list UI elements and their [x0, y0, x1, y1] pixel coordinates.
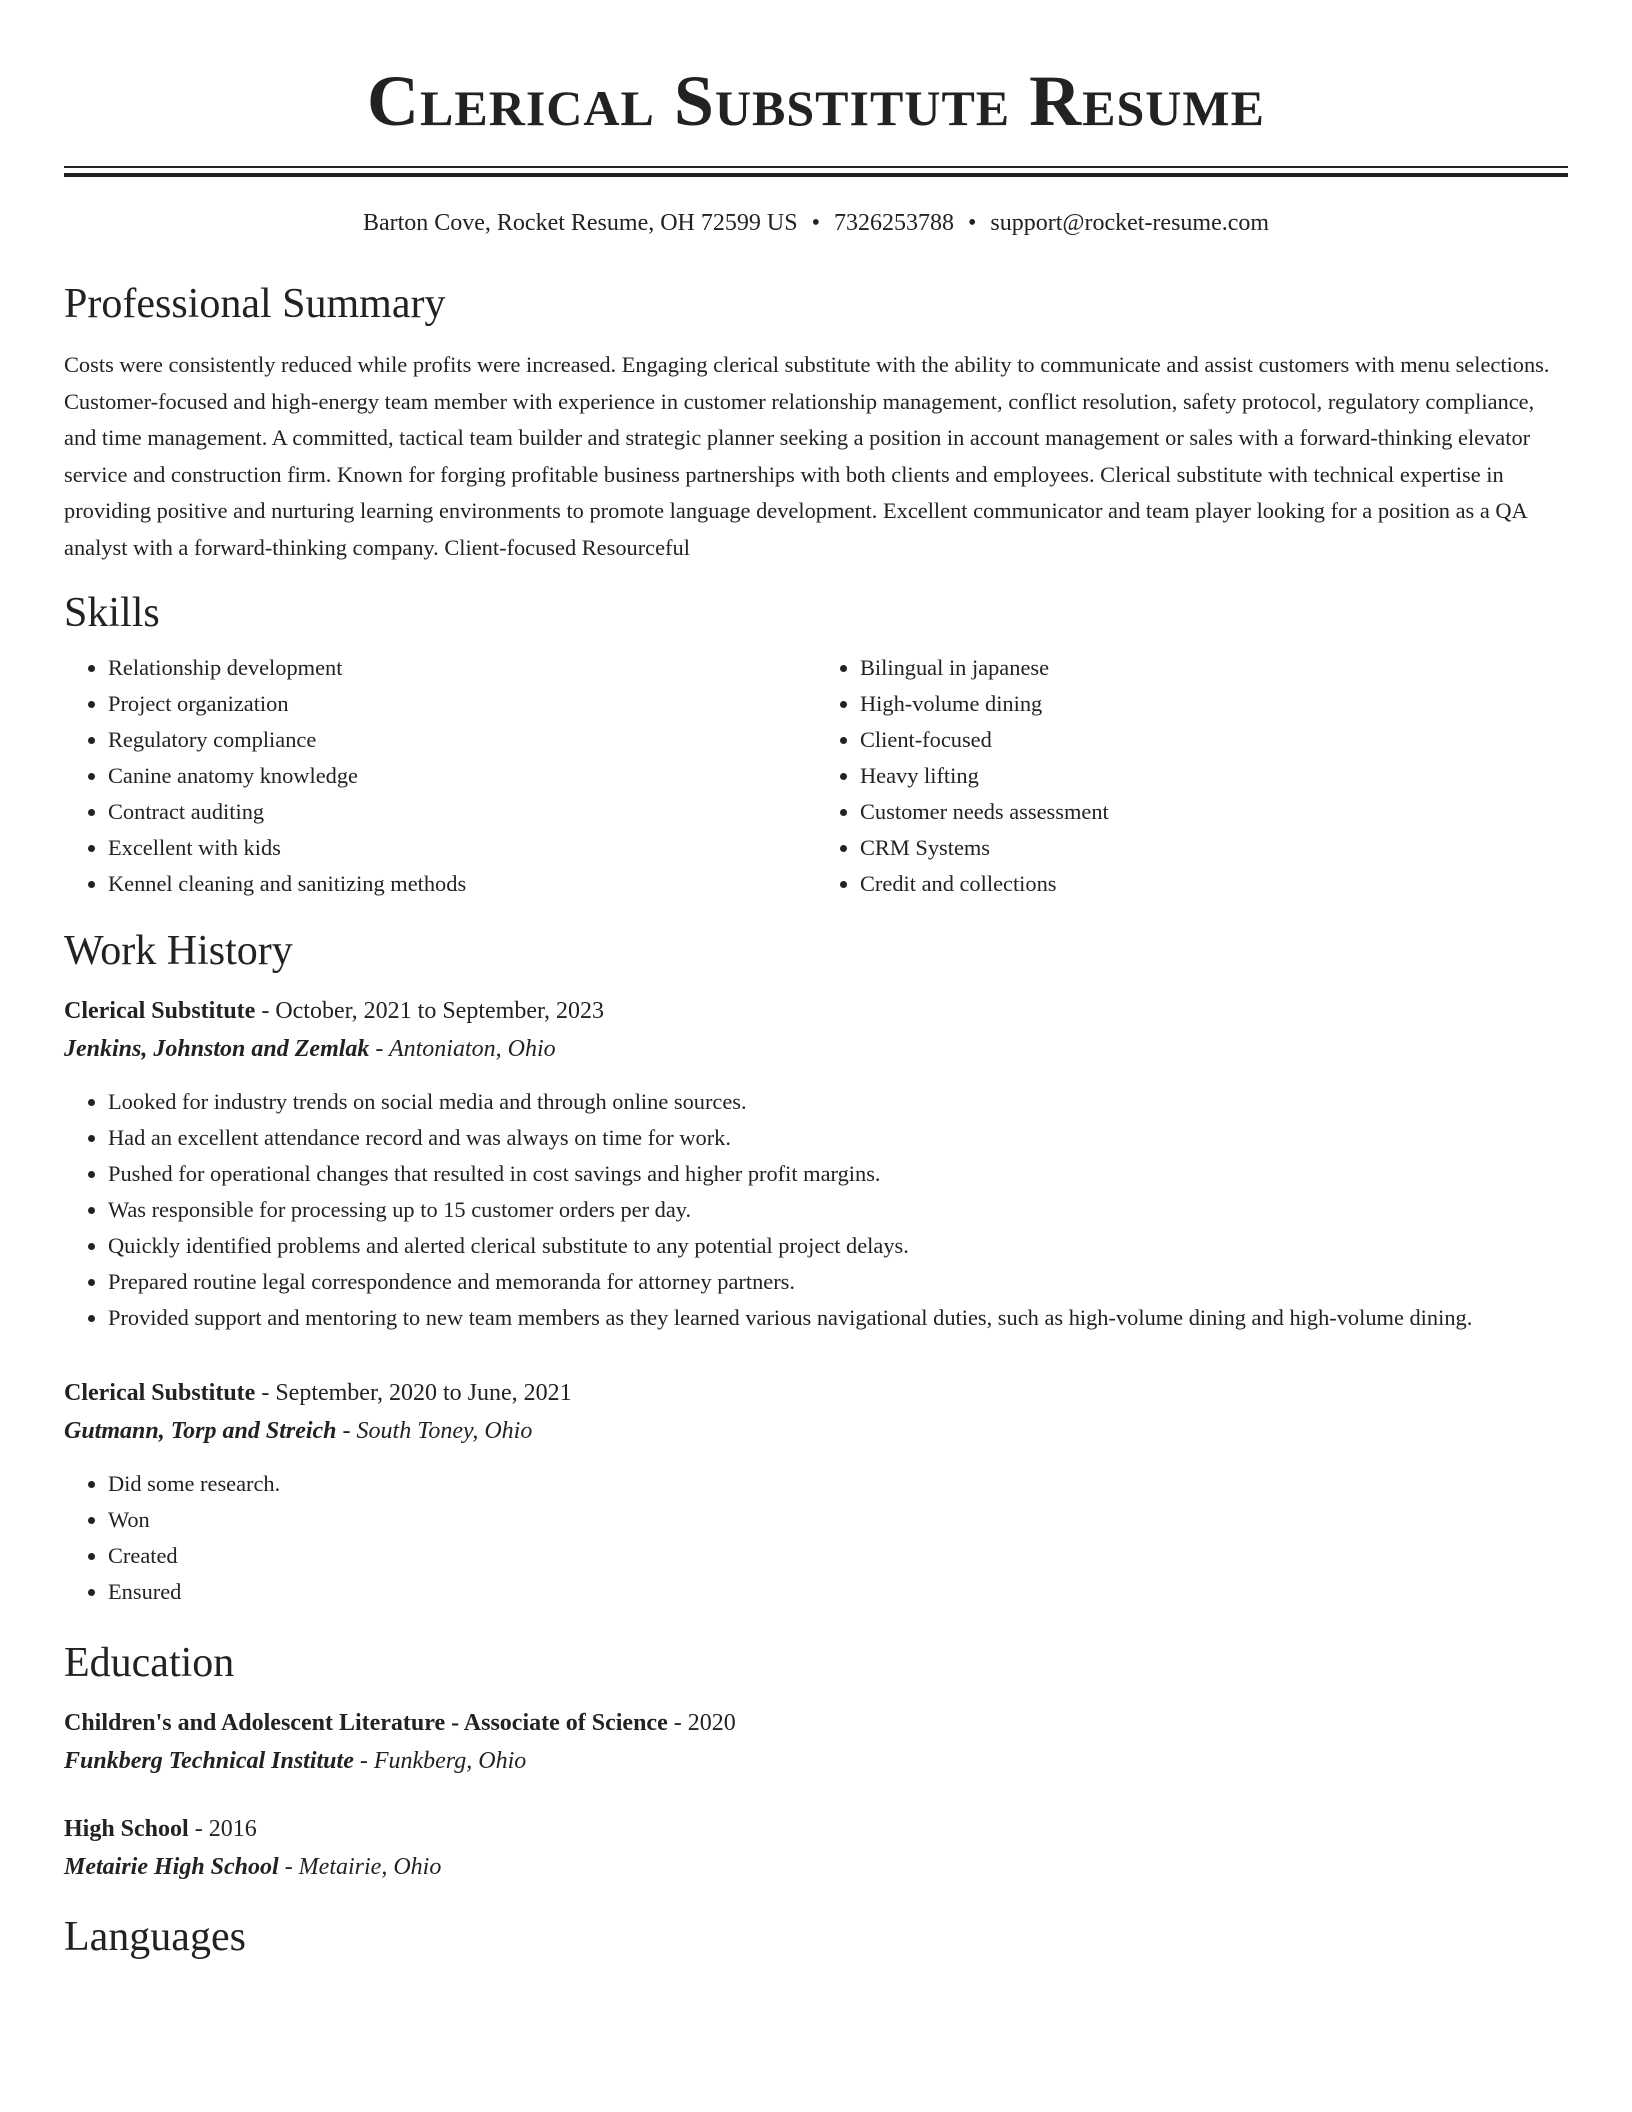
- education-degree: Children's and Adolescent Literature - Associate of Science: [64, 1710, 668, 1736]
- skills-heading: Skills: [64, 590, 160, 636]
- skill-item: • Heavy lifting: [860, 758, 1568, 794]
- job-location: - Antoniaton, Ohio: [369, 1036, 556, 1062]
- skill-item: • Canine anatomy knowledge: [108, 758, 816, 794]
- skill-item: • Relationship development: [108, 650, 816, 686]
- education-school-line: [64, 1848, 1568, 1886]
- job-dates: - September, 2020 to June, 2021: [255, 1380, 572, 1406]
- skills-list-left: [64, 650, 816, 902]
- contact-phone: 7326253788: [833, 210, 954, 236]
- job-bullet: • Quickly identified problems and alerted clerical substitute to any potential project delays.: [108, 1228, 1568, 1264]
- job-title-line: [64, 992, 1568, 1030]
- contact-email: support@rocket-resume.com: [990, 210, 1270, 236]
- skill-item: • Kennel cleaning and sanitizing methods: [108, 866, 816, 902]
- skill-item: • Excellent with kids: [108, 830, 816, 866]
- work-history-heading: Work History: [64, 928, 293, 974]
- education-year: - 2016: [188, 1816, 257, 1842]
- education-year: - 2020: [667, 1710, 736, 1736]
- skill-item: • Credit and collections: [860, 866, 1568, 902]
- job-bullet: • Ensured: [108, 1574, 1568, 1610]
- job-title: Clerical Substitute: [64, 1380, 256, 1406]
- education-location: - Metairie, Ohio: [278, 1854, 442, 1880]
- contact-address: Barton Cove, Rocket Resume, OH 72599 US: [362, 210, 798, 236]
- education-school-line: [64, 1742, 1568, 1780]
- job-title-line: [64, 1374, 1568, 1412]
- education-degree: High School: [64, 1816, 189, 1842]
- job-bullet: • Was responsible for processing up to 15 customer orders per day.: [108, 1192, 1568, 1228]
- contact-separator: •: [811, 210, 820, 236]
- title-rule-thick: [64, 173, 1568, 177]
- education-location: - Funkberg, Ohio: [353, 1748, 527, 1774]
- languages-heading: Languages: [64, 1914, 246, 1960]
- languages-section: [64, 1912, 1568, 1962]
- education-section: [64, 1638, 1568, 1886]
- title-rule-thin: [64, 166, 1568, 168]
- skill-item: • Client-focused: [860, 722, 1568, 758]
- job-bullet: • Won: [108, 1502, 1568, 1538]
- job-bullet: • Created: [108, 1538, 1568, 1574]
- job-bullet: • Provided support and mentoring to new team members as they learned various navigational duties, such as high-volume dining and high-volume dining.: [108, 1300, 1568, 1336]
- job-bullet: • Looked for industry trends on social media and through online sources.: [108, 1084, 1568, 1120]
- skills-columns: [64, 650, 1568, 902]
- skill-item: • High-volume dining: [860, 686, 1568, 722]
- job-entry: [64, 1374, 1568, 1610]
- resume-title: Clerical Substitute Resume: [367, 61, 1265, 141]
- job-company: Jenkins, Johnston and Zemlak: [64, 1036, 370, 1062]
- job-bullet: • Prepared routine legal correspondence and memoranda for attorney partners.: [108, 1264, 1568, 1300]
- job-title: Clerical Substitute: [64, 998, 256, 1024]
- job-bullet: • Pushed for operational changes that resulted in cost savings and higher profit margins.: [108, 1156, 1568, 1192]
- education-heading: Education: [64, 1640, 235, 1686]
- contact-separator: •: [967, 210, 977, 236]
- job-bullets: [64, 1466, 1568, 1610]
- job-company-line: [64, 1412, 1568, 1450]
- skills-section: [64, 588, 1568, 902]
- contact-line: [64, 207, 1568, 239]
- summary-heading: Professional Summary: [64, 281, 446, 327]
- job-company-line: [64, 1030, 1568, 1068]
- work-history-section: [64, 926, 1568, 1610]
- skill-item: • Customer needs assessment: [860, 794, 1568, 830]
- skills-list-right: [816, 650, 1568, 902]
- skill-item: • Contract auditing: [108, 794, 816, 830]
- skill-item: • Project organization: [108, 686, 816, 722]
- job-bullet: • Had an excellent attendance record and was always on time for work.: [108, 1120, 1568, 1156]
- education-school: Funkberg Technical Institute: [64, 1748, 354, 1774]
- skill-item: • Regulatory compliance: [108, 722, 816, 758]
- job-location: - South Toney, Ohio: [336, 1418, 533, 1444]
- summary-section: [64, 279, 1568, 566]
- skill-item: • Bilingual in japanese: [860, 650, 1568, 686]
- education-school: Metairie High School: [64, 1854, 279, 1880]
- skill-item: • CRM Systems: [860, 830, 1568, 866]
- job-dates: - October, 2021 to September, 2023: [255, 998, 604, 1024]
- summary-text: Costs were consistently reduced while profits were increased. Engaging clerical substitute with the ability to communicate and assist customers with menu selections. Customer-focused and high-energy team member with experience in customer relationship management, conflict resolution, safety protocol, regulatory compliance, and time management. A committed, tactical team builder and strategic planner seeking a position in account management or sales with a forward-thinking elevator service and construction firm. Known for forging profitable business partnerships with both clients and employees. Clerical substitute with technical expertise in providing positive and nurturing learning environments to promote language development. Excellent communicator and team player looking for a position as a QA analyst with a forward-thinking company. Client-focused Resourceful: [64, 352, 1550, 560]
- job-entry: [64, 992, 1568, 1336]
- job-company: Gutmann, Torp and Streich: [64, 1418, 337, 1444]
- education-entry: [64, 1704, 1568, 1780]
- job-bullets: [64, 1084, 1568, 1336]
- education-degree-line: [64, 1810, 1568, 1848]
- education-degree-line: [64, 1704, 1568, 1742]
- job-bullet: • Did some research.: [108, 1466, 1568, 1502]
- education-entry: [64, 1810, 1568, 1886]
